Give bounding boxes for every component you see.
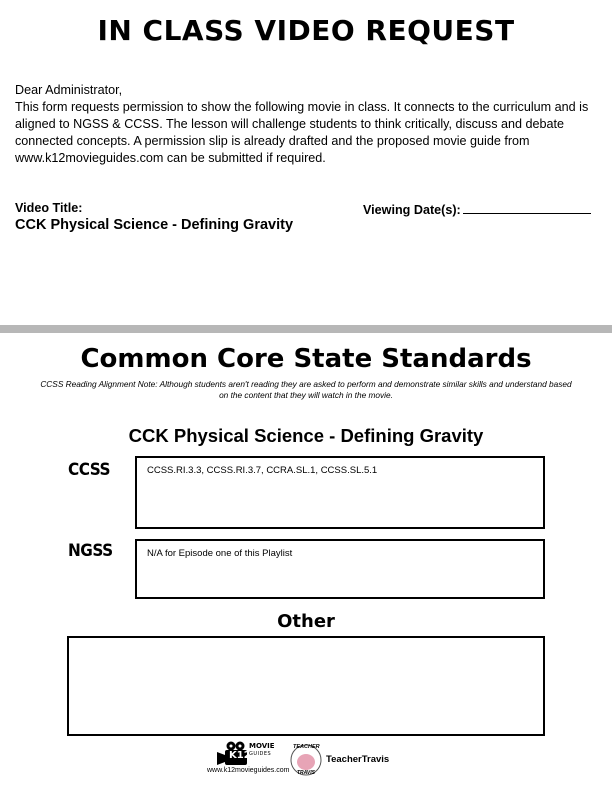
k12-logo-guides: GUIDES xyxy=(249,751,272,757)
ngss-value: N/A for Episode one of this Playlist xyxy=(147,548,293,559)
section-divider xyxy=(0,325,612,333)
video-title-label: Video Title: xyxy=(15,201,83,215)
ngss-box[interactable] xyxy=(135,539,545,599)
viewing-dates-label: Viewing Date(s): xyxy=(363,203,461,217)
k12-logo-movie: MOVIE xyxy=(249,742,275,750)
tt-logo-top: TEACHER xyxy=(293,744,320,750)
letter-body: This form requests permission to show the following movie in class. It connects to the curriculum and is aligned to NGSS & CCSS. The lesson will challenge students to think critically, discuss and debate connected concepts. A permission slip is already drafted and the proposed movie guide from www.k12movieguides.com can be submitted if required. xyxy=(15,100,589,165)
other-label: Other xyxy=(277,611,335,632)
viewing-dates-field[interactable] xyxy=(363,201,591,219)
ccss-value: CCSS.RI.3.3, CCSS.RI.3.7, CCRA.SL.1, CCSS.SL.5.1 xyxy=(147,465,378,476)
teacher-travis-text: TeacherTravis xyxy=(326,754,390,765)
standards-video-title: CCK Physical Science - Defining Gravity xyxy=(128,425,484,446)
page-title: IN CLASS VIDEO REQUEST xyxy=(97,14,515,47)
other-box[interactable] xyxy=(67,636,545,736)
ccss-label: CCSS xyxy=(68,460,111,480)
teacher-travis-logo xyxy=(288,742,324,778)
video-title-value: CCK Physical Science - Defining Gravity xyxy=(15,217,294,233)
ccss-box[interactable] xyxy=(135,456,545,529)
k12-logo xyxy=(207,740,290,780)
request-letter xyxy=(15,82,600,167)
ccss-alignment-note: CCSS Reading Alignment Note: Although students aren't reading they are asked to perform and demonstrate similar skills and understand based on the content that they will watch in the movie. xyxy=(40,379,572,400)
tt-logo-bottom: TRAVIS xyxy=(297,770,315,776)
k12-logo-text: K12 xyxy=(229,750,251,761)
ngss-label: NGSS xyxy=(68,541,113,561)
standards-title: Common Core State Standards xyxy=(80,344,532,374)
k12-url[interactable]: www.k12movieguides.com xyxy=(207,767,290,774)
viewing-dates-line[interactable] xyxy=(463,202,591,214)
letter-greeting: Dear Administrator, xyxy=(15,83,123,97)
